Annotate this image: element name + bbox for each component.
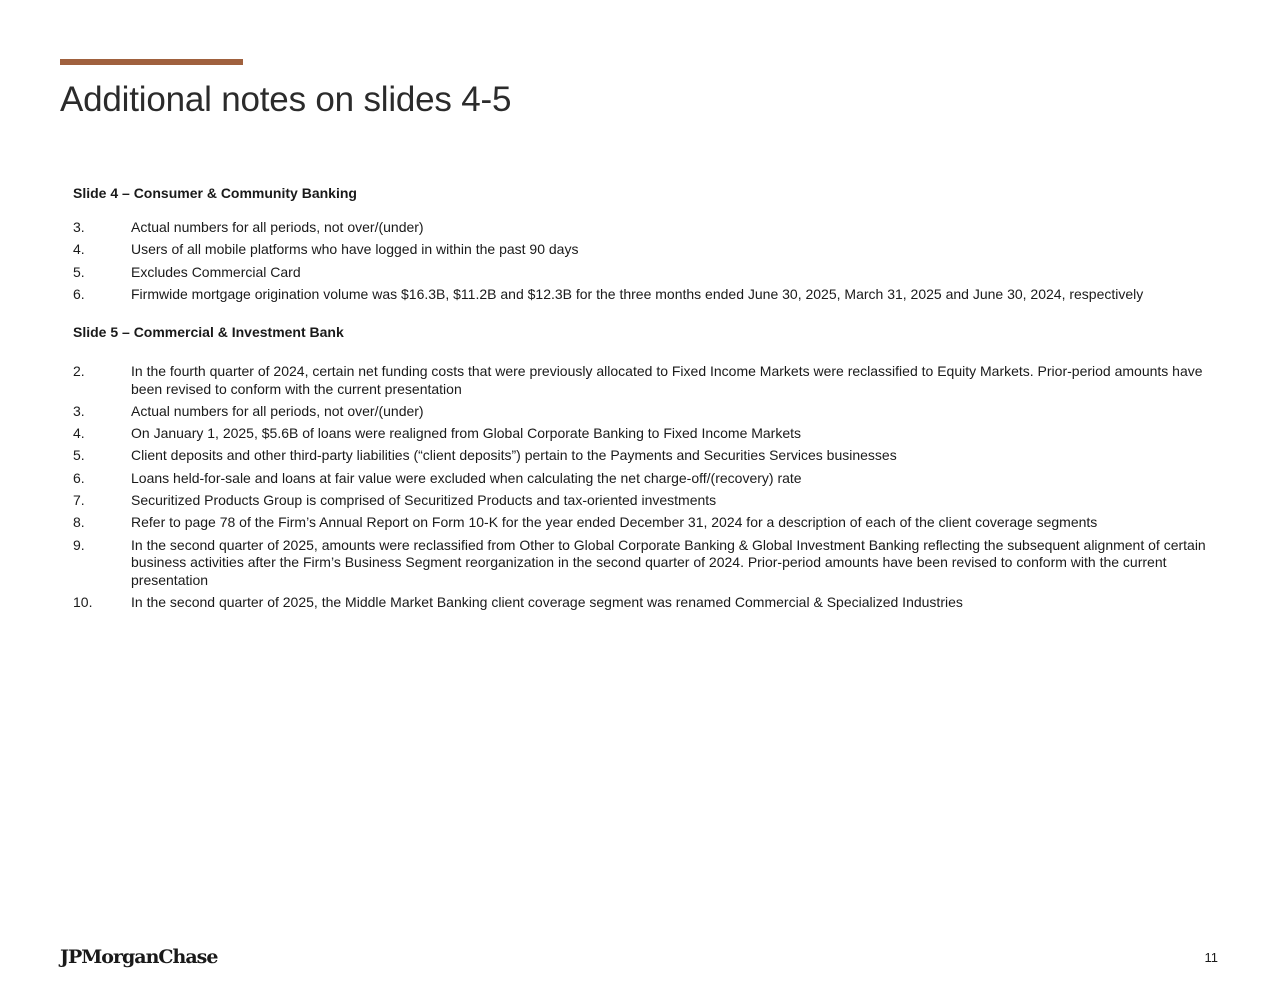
page-title: Additional notes on slides 4-5 [60, 80, 512, 119]
list-item [73, 470, 1213, 488]
list-item [73, 403, 1213, 421]
note-number: 4. [73, 425, 85, 442]
list-item [73, 286, 1213, 304]
note-text: In the second quarter of 2025, amounts were reclassified from Other to Global Corporate Banking & Global Investment Banking reflecting the subsequent alignment of certain business activities after the Firm’s Business Segment reorganization in the second quarter of 2024. Prior-period amounts have been revised to conform with the current presentation [131, 536, 1206, 588]
list-item [73, 425, 1213, 443]
note-text: Firmwide mortgage origination volume was $16.3B, $11.2B and $12.3B for the three months ended June 30, 2025, March 31, 2025 and June 30, 2024, respectively [131, 285, 1144, 302]
note-number: 6. [73, 285, 85, 302]
note-text: Securitized Products Group is comprised of Securitized Products and tax-oriented investments [131, 491, 717, 508]
list-item [73, 363, 1213, 398]
note-number: 3. [73, 219, 85, 235]
list-item [73, 492, 1213, 510]
title-accent-bar [60, 59, 243, 65]
note-number: 7. [73, 491, 85, 508]
list-item [73, 219, 1213, 237]
notes-list-slide-5 [73, 363, 1213, 616]
note-text: Users of all mobile platforms who have logged in within the past 90 days [131, 241, 579, 258]
note-number: 2. [73, 363, 85, 379]
note-number: 5. [73, 447, 85, 464]
note-text: In the fourth quarter of 2024, certain net funding costs that were previously allocated to Fixed Income Markets were reclassified to Equity Markets. Prior-period amounts have been revised to conform with the current presentation [131, 363, 1203, 397]
note-number: 5. [73, 263, 85, 280]
list-item [73, 514, 1213, 532]
note-number: 10. [73, 593, 93, 610]
page-number: 11 [1204, 950, 1218, 965]
notes-list-slide-4 [73, 219, 1213, 308]
note-number: 4. [73, 241, 85, 258]
note-text: Excludes Commercial Card [131, 263, 301, 280]
list-item [73, 447, 1213, 465]
list-item [73, 241, 1213, 259]
list-item [73, 594, 1213, 612]
note-number: 8. [73, 514, 85, 531]
jpmorganchase-logo: JPMorganChase [60, 946, 218, 968]
list-item [73, 264, 1213, 282]
note-number: 9. [73, 536, 85, 553]
section-heading-slide-4: Slide 4 – Consumer & Community Banking [73, 185, 357, 201]
note-text: Actual numbers for all periods, not over/(under) [131, 402, 424, 419]
note-text: Client deposits and other third-party liabilities (“client deposits”) pertain to the Payments and Securities Services businesses [131, 447, 897, 464]
note-text: Refer to page 78 of the Firm’s Annual Report on Form 10-K for the year ended December 31, 2024 for a description of each of the client coverage segments [131, 514, 1098, 531]
note-text: Loans held-for-sale and loans at fair value were excluded when calculating the net charge-off/(recovery) rate [131, 469, 802, 486]
note-text: In the second quarter of 2025, the Middle Market Banking client coverage segment was renamed Commercial & Specialized Industries [131, 593, 963, 610]
note-number: 3. [73, 402, 85, 419]
note-text: On January 1, 2025, $5.6B of loans were realigned from Global Corporate Banking to Fixed Income Markets [131, 425, 802, 442]
note-number: 6. [73, 469, 85, 486]
section-heading-slide-5: Slide 5 – Commercial & Investment Bank [73, 324, 344, 340]
note-text: Actual numbers for all periods, not over/(under) [131, 219, 424, 235]
list-item [73, 537, 1213, 590]
